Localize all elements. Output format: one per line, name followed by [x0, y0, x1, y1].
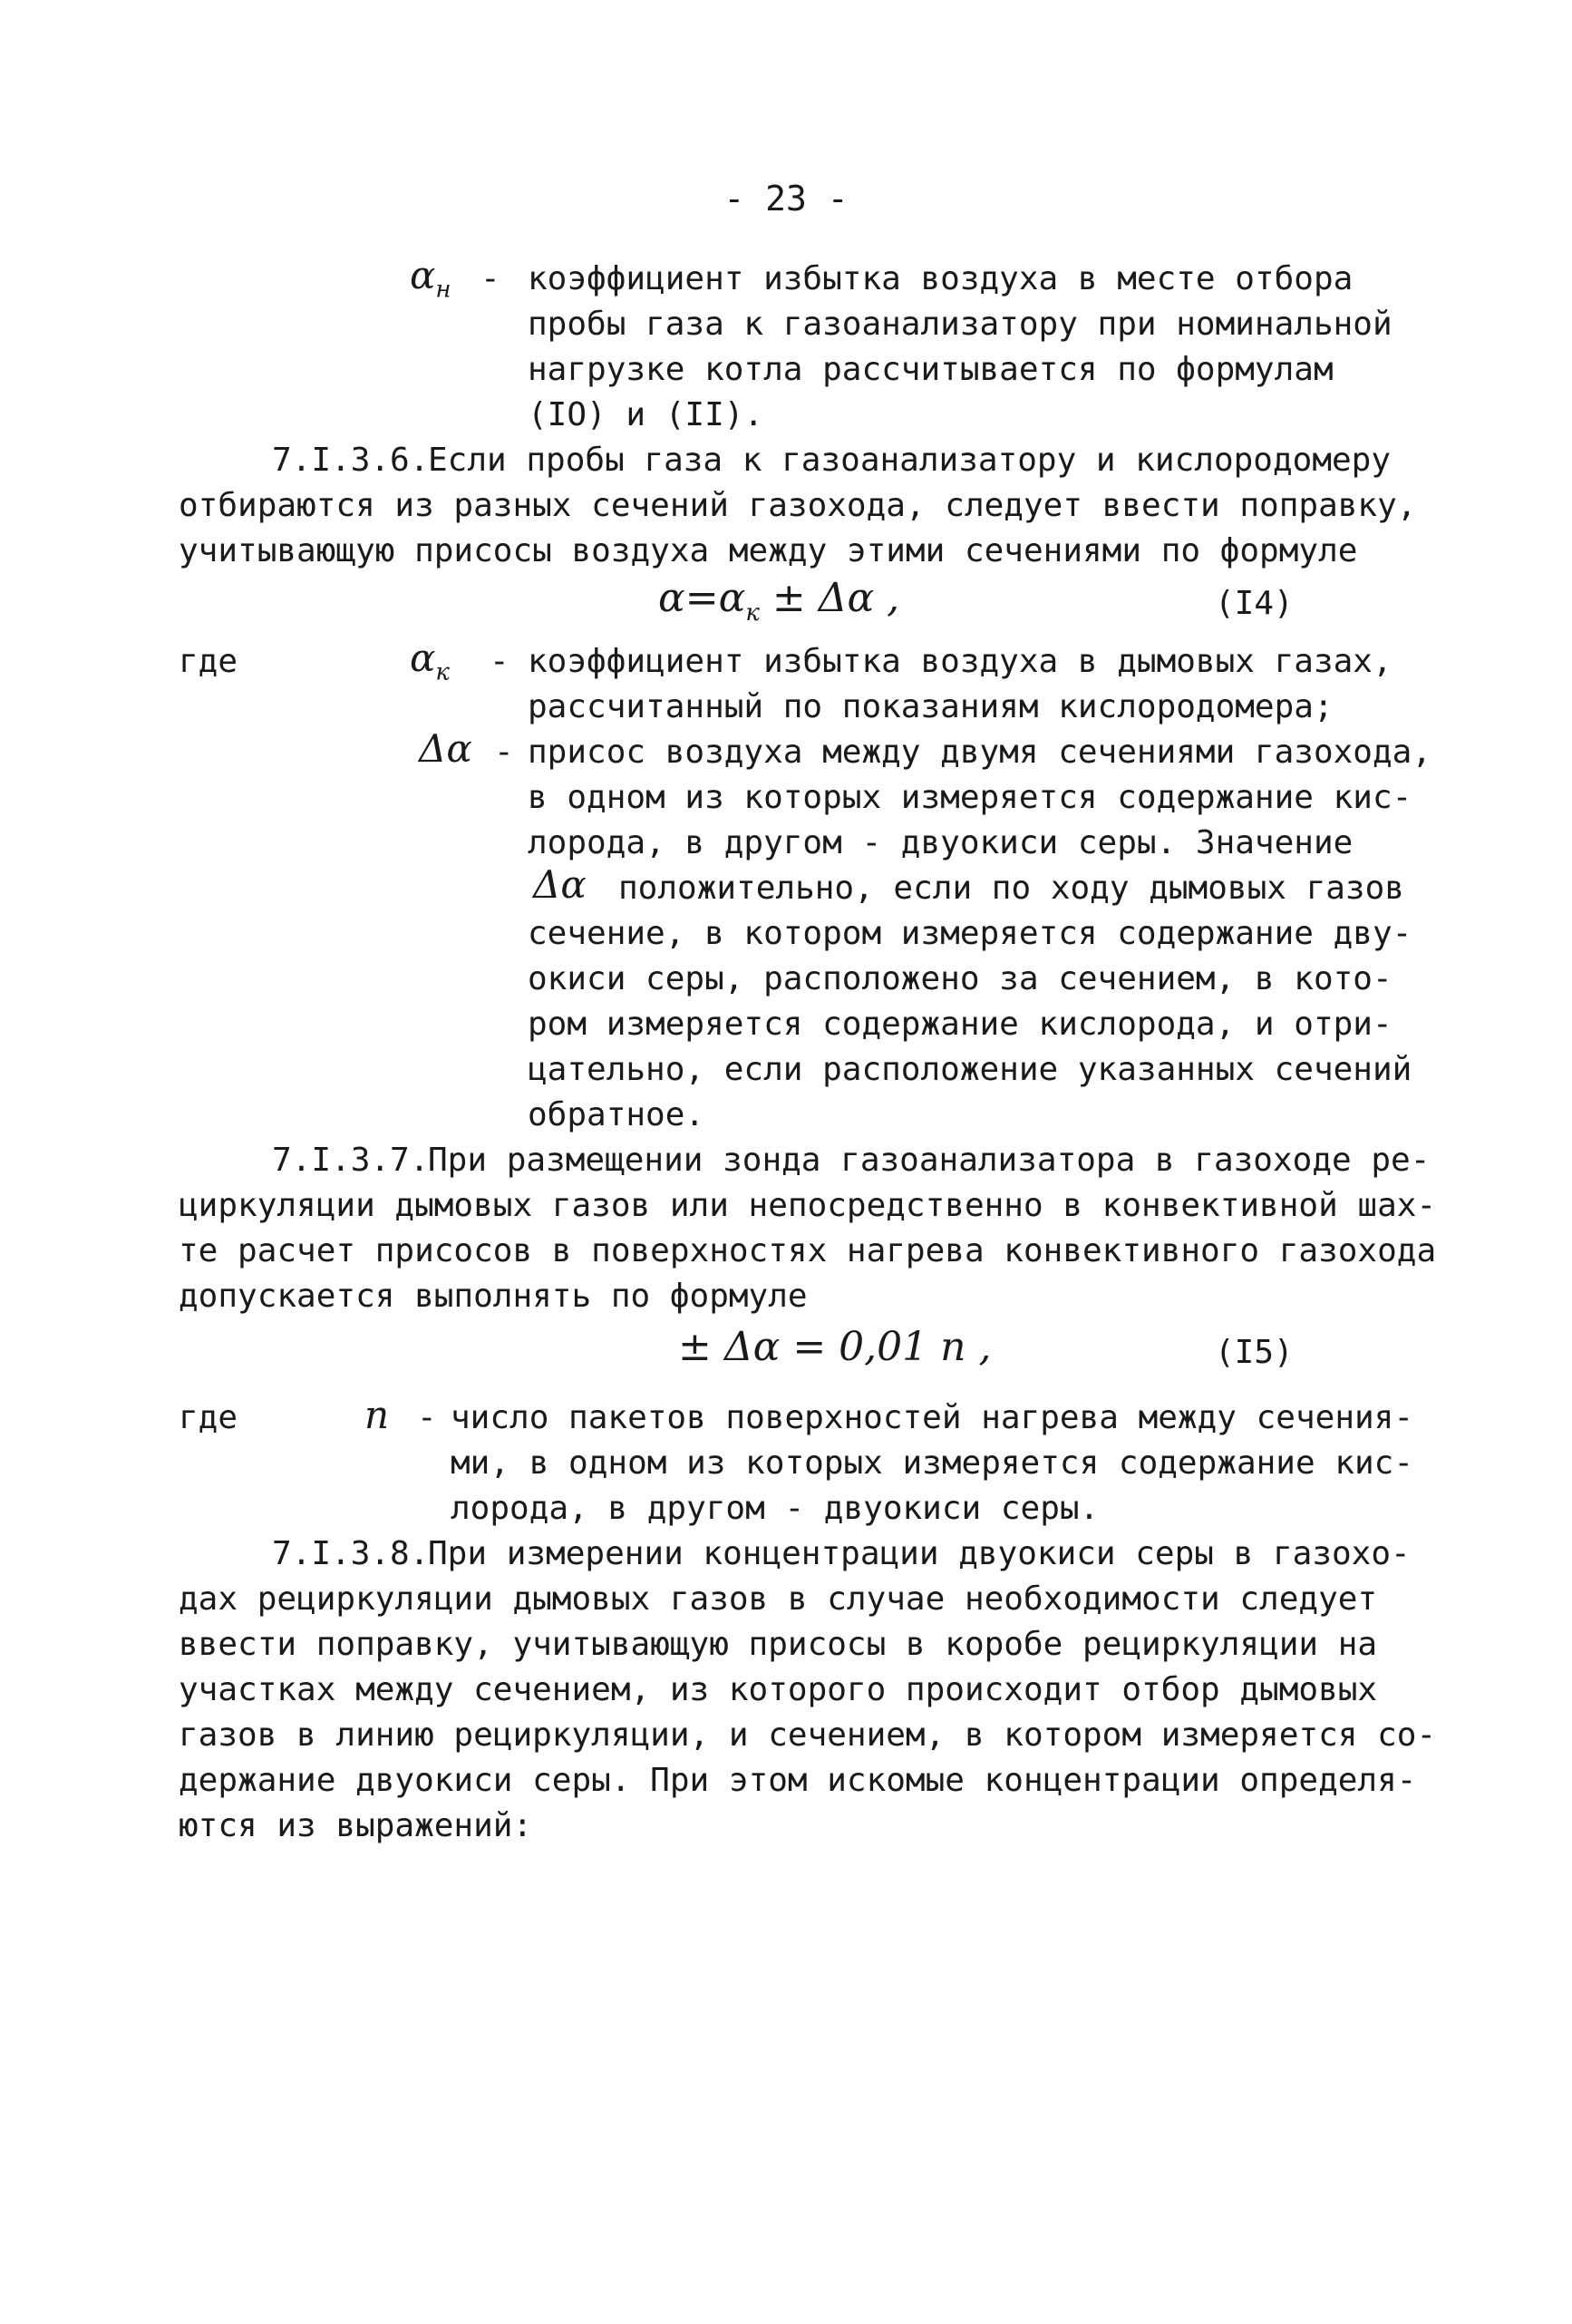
paragraph-line: ются из выражений: [179, 1807, 533, 1844]
symbol-alpha-n: $\alpha_н$ [410, 253, 451, 304]
definition-line: сечение, в котором измеряется содержание дву- [528, 915, 1412, 952]
definition-line: ром измеряется содержание кислорода, и отри- [528, 1006, 1392, 1043]
equation-15: ± Δα = 0,01 n , [678, 1324, 992, 1370]
paragraph-line: допускается выполнять по формуле [179, 1278, 808, 1315]
symbol-n: n [364, 1393, 390, 1437]
definition-line: число пакетов поверхностей нагрева между сечения- [451, 1399, 1414, 1436]
paragraph-line: При размещении зонда газоанализатора в газоходе ре- [428, 1142, 1431, 1179]
definition-dash: - [417, 1399, 437, 1436]
paragraph-line: держание двуокиси серы. При этом искомые концентрации определя- [179, 1762, 1417, 1799]
paragraph-line: Если пробы газа к газоанализатору и кислородомеру [428, 442, 1392, 479]
inline-symbol-delta-alpha: Δα [533, 862, 587, 907]
definition-line: (IO) и (II). [528, 396, 764, 433]
definition-line: рассчитанный по показаниям кислородомера; [528, 688, 1334, 725]
symbol-delta-alpha: Δα [419, 726, 472, 771]
definition-line: в одном из которых измеряется содержание кис- [528, 779, 1412, 816]
page-number: - 23 - [723, 179, 849, 219]
definition-line: лорода, в другом - двуокиси серы. [451, 1490, 1100, 1527]
definition-line: присос воздуха между двумя сечениями газохода, [528, 734, 1431, 771]
definition-line: пробы газа к газоанализатору при номинальной [528, 306, 1392, 343]
where-label: где [179, 643, 238, 680]
equation-14: $\alpha=\alpha_к \pm \Delta\alpha$ , [658, 575, 900, 627]
definition-dash: - [480, 260, 500, 297]
paragraph-line: отбираются из разных сечений газохода, следует ввести поправку, [179, 487, 1417, 524]
paragraph-line: При измерении концентрации двуокиси серы в газохо- [428, 1535, 1411, 1572]
symbol-alpha-k: $\alpha_к$ [410, 636, 450, 686]
section-number-7137: 7.I.3.7. [272, 1142, 430, 1179]
definition-line: цательно, если расположение указанных сечений [528, 1051, 1412, 1088]
definition-line: коэффициент избытка воздуха в месте отбора [528, 260, 1354, 297]
definition-line: окиси серы, расположено за сечением, в кото- [528, 960, 1392, 997]
paragraph-line: участках между сечением, из которого происходит отбор дымовых [179, 1671, 1378, 1708]
definition-dash: - [490, 643, 509, 680]
paragraph-line: газов в линию рециркуляции, и сечением, в котором измеряется со- [179, 1716, 1437, 1754]
definition-line: коэффициент избытка воздуха в дымовых газах, [528, 643, 1392, 680]
equation-number-14: (I4) [1215, 585, 1294, 622]
section-number-7136: 7.I.3.6. [272, 442, 430, 479]
section-number-7138: 7.I.3.8. [272, 1535, 430, 1572]
definition-line: лорода, в другом - двуокиси серы. Значение [528, 824, 1354, 861]
definition-dash: - [494, 734, 514, 771]
paragraph-line: те расчет присосов в поверхностях нагрева конвективного газохода [179, 1232, 1437, 1269]
definition-line: положительно, если по ходу дымовых газов [618, 870, 1404, 907]
equation-number-15: (I5) [1215, 1334, 1294, 1371]
where-label: где [179, 1399, 238, 1436]
paragraph-line: учитывающую присосы воздуха между этими сечениями по формуле [179, 532, 1358, 569]
definition-line: ми, в одном из которых измеряется содержание кис- [451, 1444, 1414, 1482]
paragraph-line: ввести поправку, учитывающую присосы в коробе рециркуляции на [179, 1626, 1378, 1663]
paragraph-line: циркуляции дымовых газов или непосредственно в конвективной шах- [179, 1187, 1437, 1224]
definition-line: обратное. [528, 1096, 705, 1133]
definition-line: нагрузке котла рассчитывается по формулам [528, 351, 1334, 388]
paragraph-line: дах рециркуляции дымовых газов в случае необходимости следует [179, 1580, 1378, 1618]
